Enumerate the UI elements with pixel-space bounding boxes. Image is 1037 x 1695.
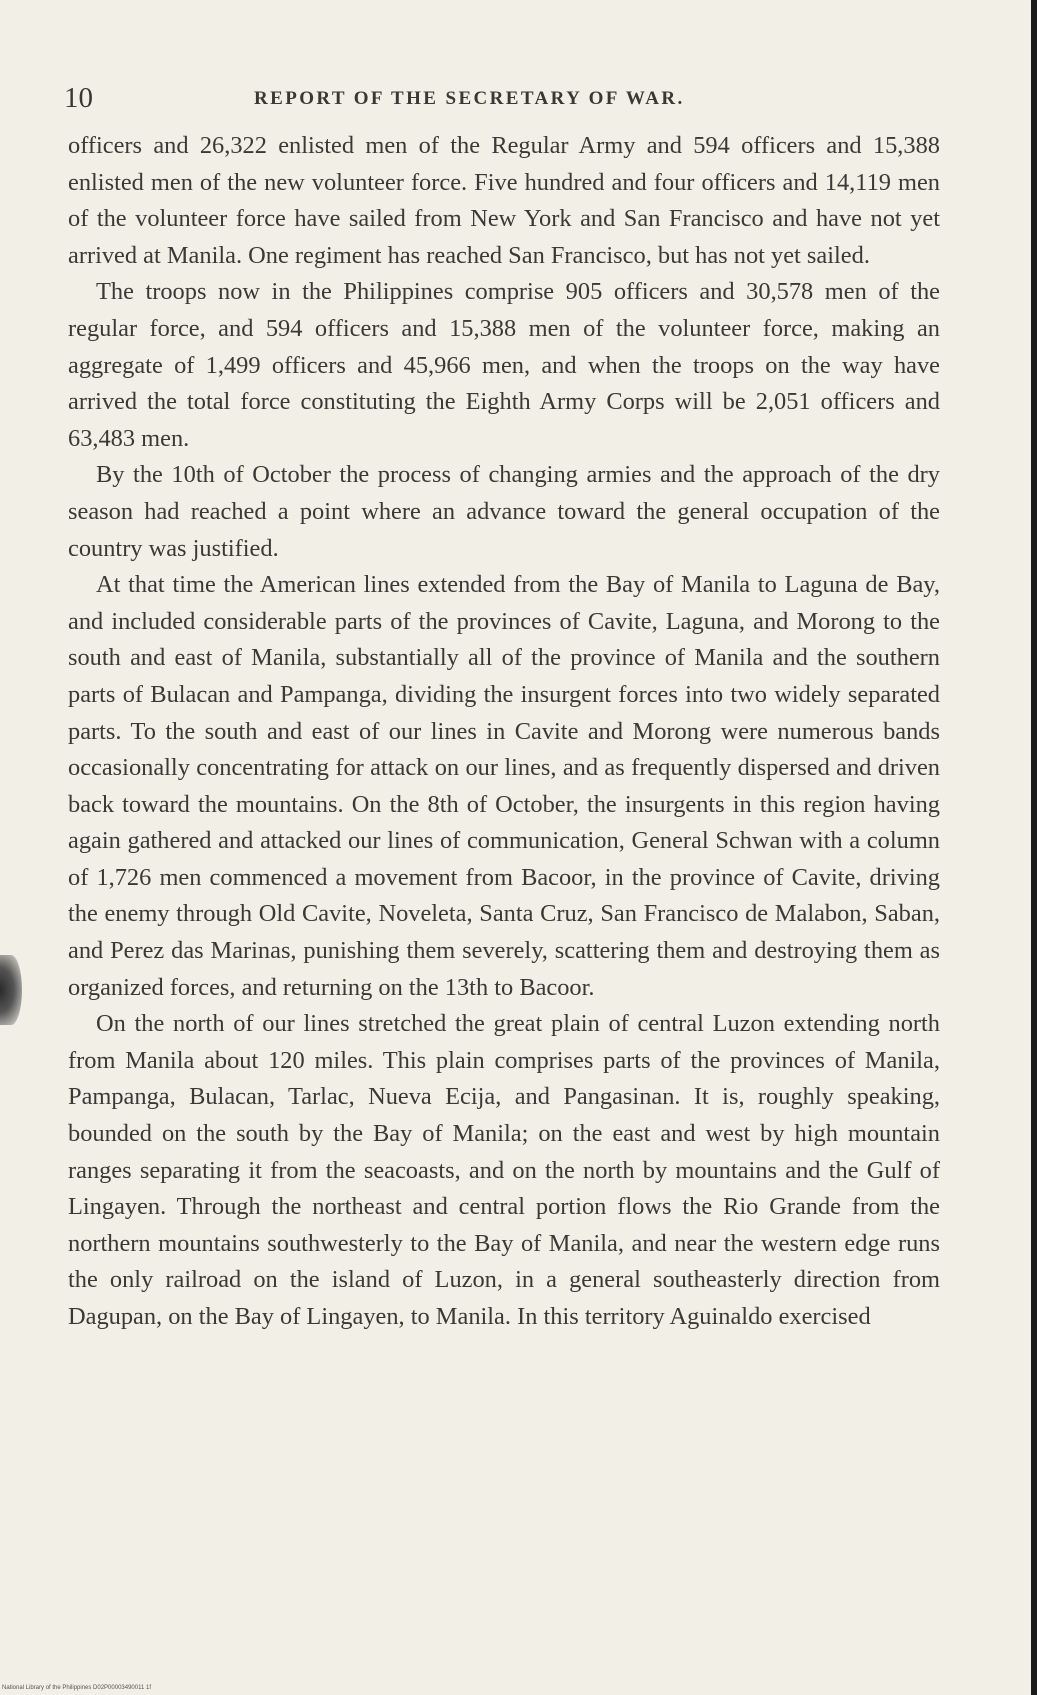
- body-text: [68, 128, 940, 1336]
- paragraph-american-lines: At that time the American lines extended from the Bay of Manila to Laguna de Bay, and included considerable parts of the provinces of Cavite, Laguna, and Morong to the south and east of Manila, substantially all of the province of Manila and the southern parts of Bulacan and Pampanga, dividing the insurgent forces into two widely separated parts. To the south and east of our lines in Cavite and Morong were numerous bands occasionally concentrating for attack on our lines, and as frequently dispersed and driven back toward the mountains. On the 8th of October, the insurgents in this region having again gathered and attacked our lines of communication, General Schwan with a column of 1,726 men commenced a movement from Bacoor, in the province of Cavite, driving the enemy through Old Cavite, Noveleta, Santa Cruz, San Francisco de Malabon, Saban, and Perez das Marinas, punishing them severely, scattering them and destroying them as organized forces, and returning on the 13th to Bacoor.: [68, 571, 940, 1001]
- paragraph-continuation: officers and 26,322 enlisted men of the Regular Army and 594 officers and 15,388 enlisted men of the new volunteer force. Five hundred and four officers and 14,119 men of the volunteer force have sailed from New York and San Francisco and have not yet arrived at Manila. One regiment has reached San Francisco, but has not yet sailed.: [68, 132, 940, 269]
- paragraph-central-luzon: On the north of our lines stretched the great plain of central Luzon extending north from Manila about 120 miles. This plain comprises parts of the provinces of Manila, Pampanga, Bulacan, Tarlac, Nueva Ecija, and Pangasinan. It is, roughly speaking, bounded on the south by the Bay of Manila; on the east and west by high mountain ranges separating it from the seacoasts, and on the north by mountains and the Gulf of Lingayen. Through the northeast and central portion flows the Rio Grande from the northern mountains southwesterly to the Bay of Manila, and near the western edge runs the only railroad on the island of Luzon, in a general southeasterly direction from Dagupan, on the Bay of Lingayen, to Manila. In this territory Aguinaldo exercised: [68, 1010, 940, 1330]
- running-head: REPORT OF THE SECRETARY OF WAR.: [254, 88, 685, 109]
- page-header: [64, 78, 944, 118]
- paragraph-troops: The troops now in the Philippines comprise 905 officers and 30,578 men of the regular force, and 594 officers and 15,388 men of the volunteer force, making an aggregate of 1,499 officers and 45,966 men, and when the troops on the way have arrived the total force constituting the Eighth Army Corps will be 2,051 officers and 63,483 men.: [68, 278, 940, 452]
- footer-credit: National Library of the Philippines D02P00003490011 1f: [2, 1685, 151, 1691]
- paragraph-october: By the 10th of October the process of changing armies and the approach of the dry season had reached a point where an advance toward the general occupation of the country was justified.: [68, 461, 940, 562]
- page-number: 10: [64, 82, 93, 114]
- binding-shadow: [0, 955, 22, 1025]
